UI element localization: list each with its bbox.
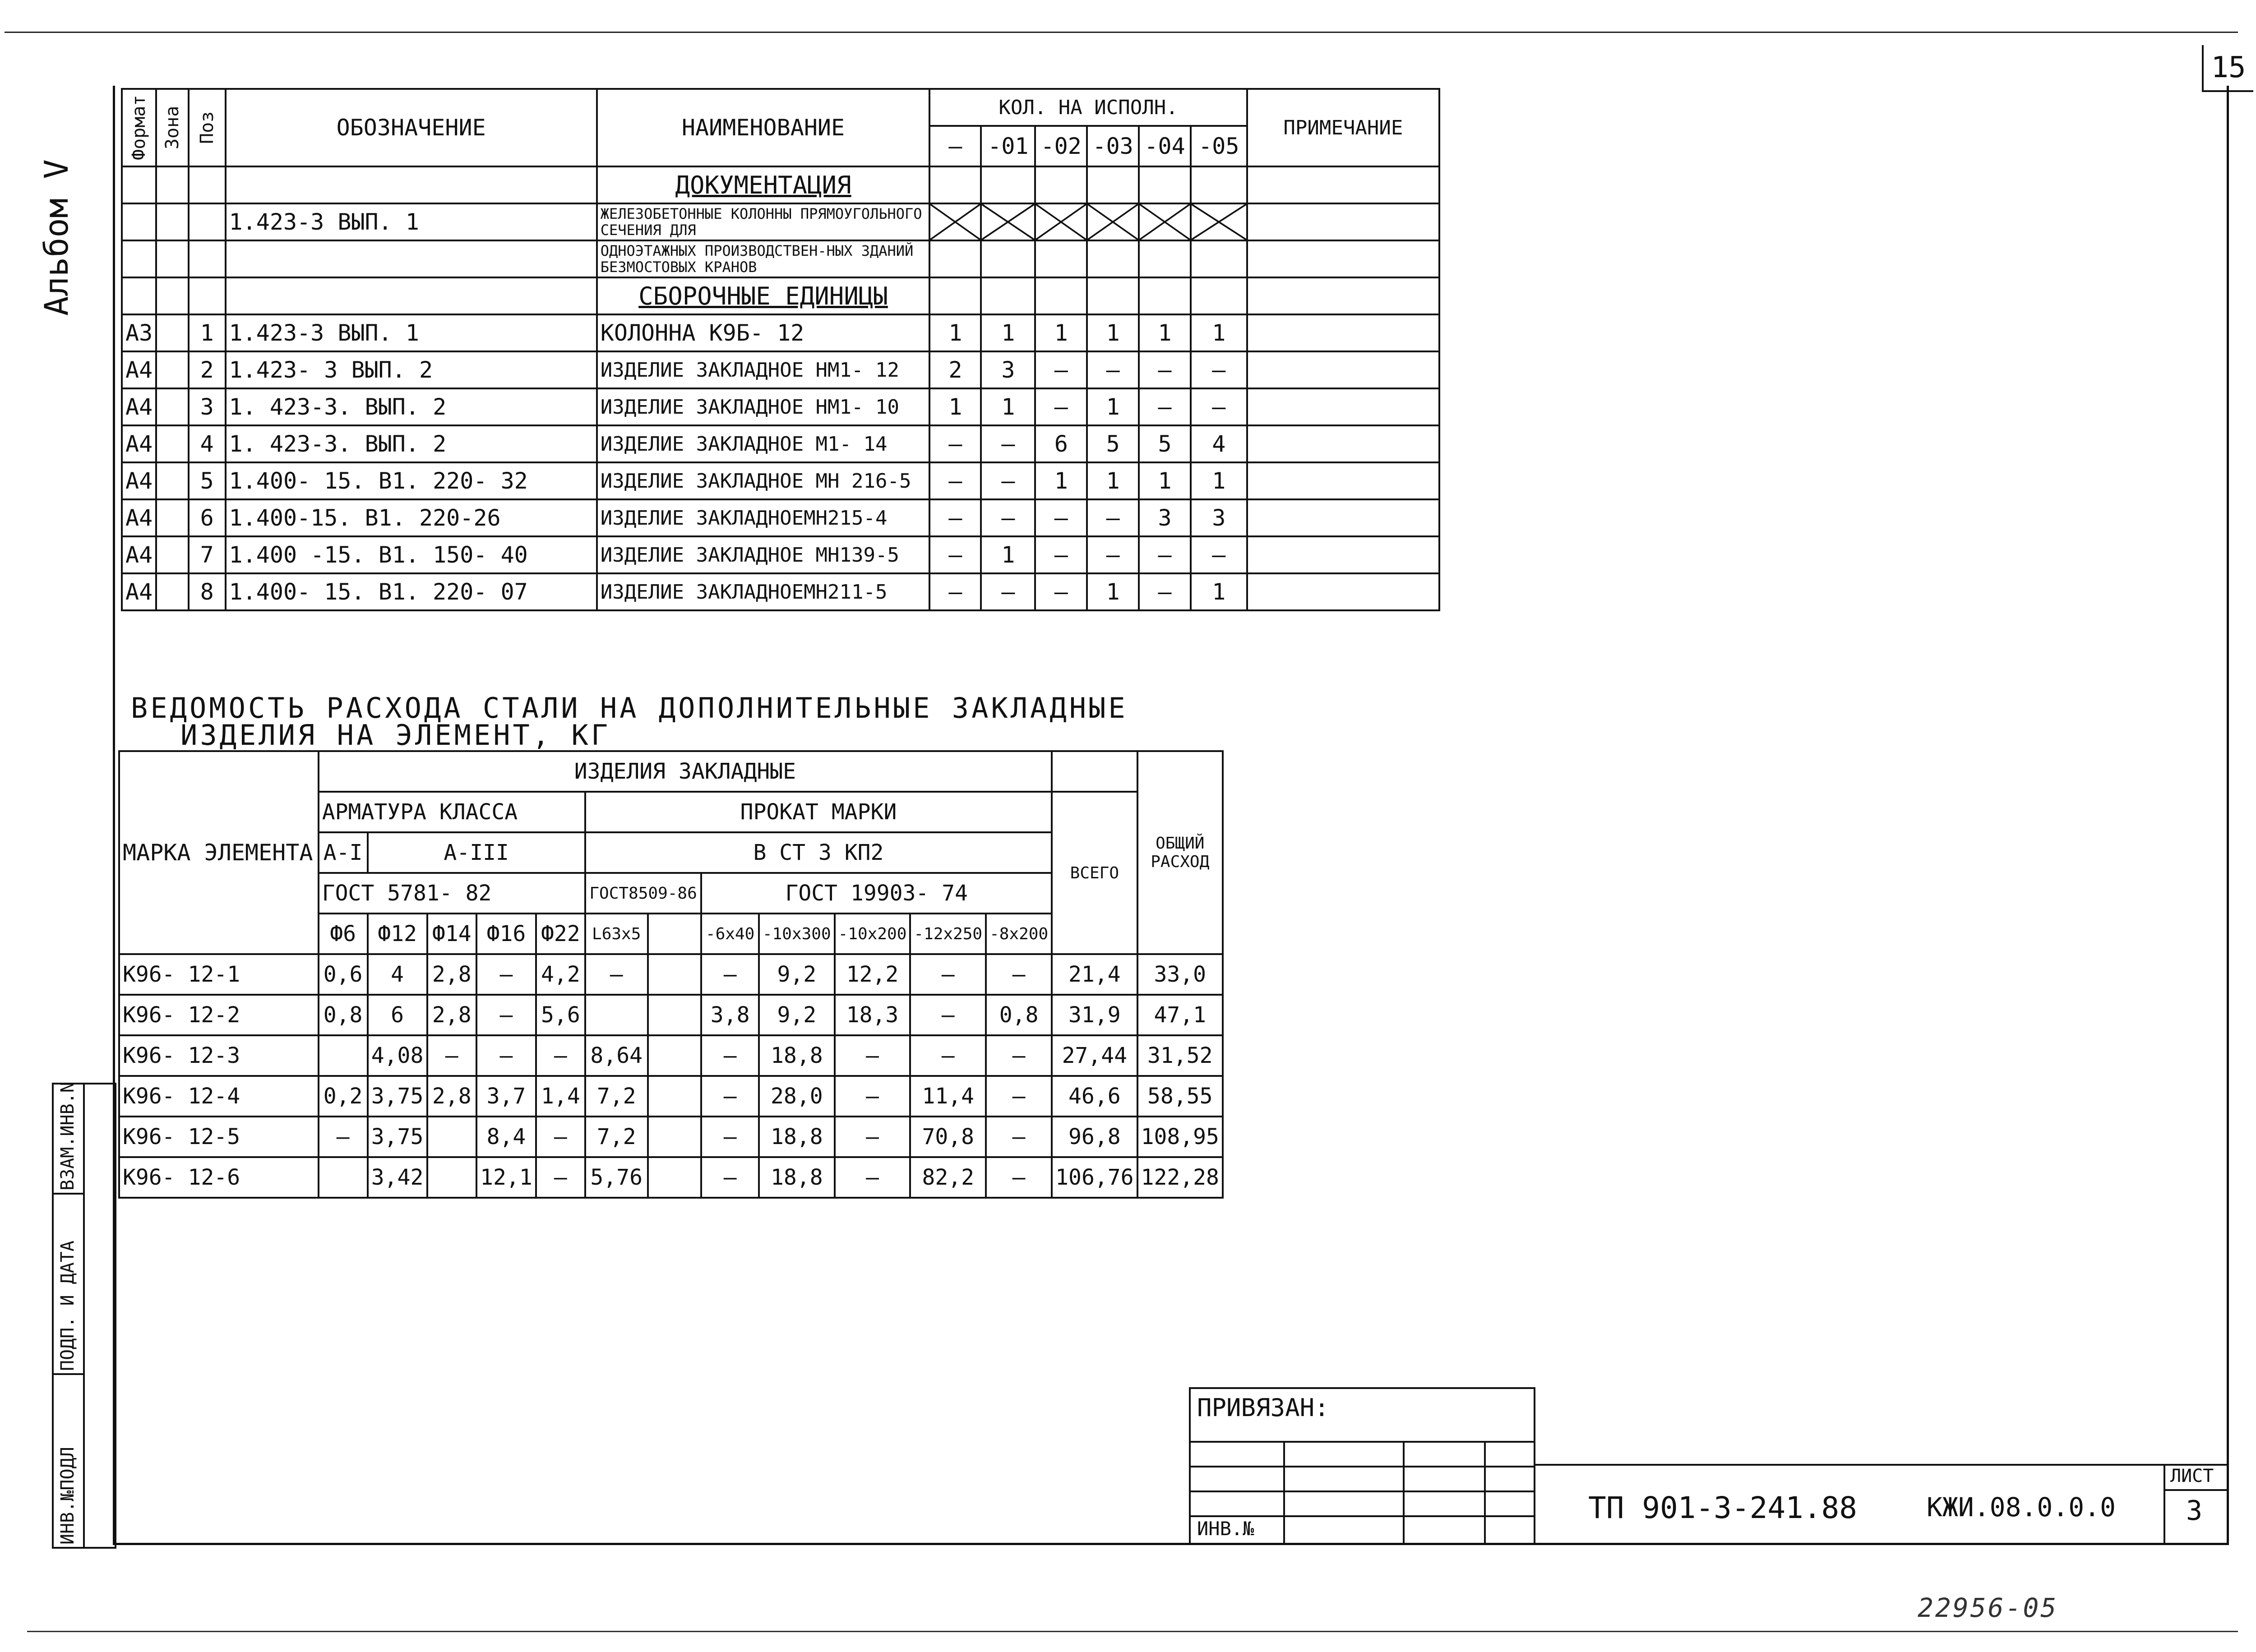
- row-qty: 1: [1139, 462, 1191, 499]
- row-total: 96,8: [1052, 1117, 1137, 1157]
- spec-row: [122, 351, 1439, 388]
- row-qty: –: [929, 499, 981, 536]
- row-value: 1,4: [536, 1076, 585, 1117]
- row-value: 2,8: [427, 995, 476, 1035]
- subheader-col: L63x5: [585, 914, 648, 954]
- header-products: ИЗДЕЛИЯ ЗАКЛАДНЫЕ: [319, 751, 1052, 792]
- row-value: [319, 1157, 368, 1198]
- row-value: –: [986, 1076, 1052, 1117]
- row-value: 4: [368, 954, 427, 995]
- spec-row: [122, 388, 1439, 425]
- row-total: 46,6: [1052, 1076, 1137, 1117]
- row-value: –: [585, 954, 648, 995]
- row-value: 3,7: [476, 1076, 536, 1117]
- na-cross: [929, 203, 981, 240]
- row-overall: 108,95: [1137, 1117, 1223, 1157]
- row-value: 9,2: [759, 954, 835, 995]
- sheet-number: 3: [2186, 1495, 2203, 1527]
- row-mark: К96- 12-3: [119, 1035, 319, 1076]
- replace-inv-label: ВЗАМ.ИНВ.N: [57, 1082, 78, 1191]
- row-value: –: [835, 1117, 911, 1157]
- subheader-col: -12x250: [910, 914, 986, 954]
- steel-sheet-title: [131, 692, 1128, 752]
- row-qty: –: [1087, 499, 1139, 536]
- spec-row: [122, 462, 1439, 499]
- row-overall: 33,0: [1137, 954, 1223, 995]
- row-qty: 1: [1087, 573, 1139, 610]
- row-value: –: [536, 1117, 585, 1157]
- row-pos: 3: [189, 388, 226, 425]
- row-value: –: [835, 1157, 911, 1198]
- row-value: –: [910, 954, 986, 995]
- row-value: 2,8: [427, 1076, 476, 1117]
- row-format: А4: [122, 388, 156, 425]
- header-qty-col: –: [929, 126, 981, 166]
- row-overall: 58,55: [1137, 1076, 1223, 1117]
- row-value: 7,2: [585, 1117, 648, 1157]
- row-value: 11,4: [910, 1076, 986, 1117]
- row-format: А3: [122, 314, 156, 351]
- row-value: –: [986, 1035, 1052, 1076]
- row-qty: 1: [1139, 314, 1191, 351]
- row-value: –: [701, 1076, 759, 1117]
- row-value: –: [910, 1035, 986, 1076]
- header-name: НАИМЕНОВАНИЕ: [597, 89, 930, 166]
- row-qty: 3: [981, 351, 1035, 388]
- row-mark: К96- 12-2: [119, 995, 319, 1035]
- subheader-col: Ф12: [368, 914, 427, 954]
- doc-designation: 1.423-3 ВЫП. 1: [226, 203, 597, 240]
- row-value: –: [701, 1117, 759, 1157]
- row-value: 4,2: [536, 954, 585, 995]
- doc-code: ТП 901-3-241.88: [1588, 1490, 1858, 1525]
- subheader-col: Ф6: [319, 914, 368, 954]
- row-value: –: [536, 1157, 585, 1198]
- row-qty: 1: [1191, 314, 1247, 351]
- row-overall: 31,52: [1137, 1035, 1223, 1076]
- header-gost-19903: ГОСТ 19903- 74: [701, 873, 1052, 914]
- row-qty: 1: [929, 314, 981, 351]
- row-qty: –: [1139, 536, 1191, 573]
- row-format: А4: [122, 462, 156, 499]
- header-pos: Поз: [189, 89, 226, 166]
- row-value: [585, 995, 648, 1035]
- row-value: [648, 1117, 702, 1157]
- na-cross: [981, 203, 1035, 240]
- row-value: [648, 1157, 702, 1198]
- header-overall: ОБЩИЙ РАСХОД: [1137, 751, 1223, 954]
- subheader-col: Ф14: [427, 914, 476, 954]
- header-aiii: А-III: [368, 832, 585, 873]
- row-pos: 8: [189, 573, 226, 610]
- row-value: –: [701, 1157, 759, 1198]
- row-format: А4: [122, 573, 156, 610]
- header-gost-8509: ГОСТ8509-86: [585, 873, 702, 914]
- row-value: 18,8: [759, 1157, 835, 1198]
- row-qty: –: [1087, 351, 1139, 388]
- header-qty-col: -05: [1191, 126, 1247, 166]
- na-cross: [1035, 203, 1087, 240]
- row-value: 9,2: [759, 995, 835, 1035]
- row-value: –: [476, 1035, 536, 1076]
- row-overall: 122,28: [1137, 1157, 1223, 1198]
- row-value: –: [701, 954, 759, 995]
- row-qty: –: [1139, 388, 1191, 425]
- row-qty: –: [1191, 536, 1247, 573]
- row-qty: –: [929, 536, 981, 573]
- row-value: –: [986, 954, 1052, 995]
- row-qty: –: [1191, 351, 1247, 388]
- row-value: 0,8: [986, 995, 1052, 1035]
- row-qty: –: [929, 462, 981, 499]
- row-value: 5,6: [536, 995, 585, 1035]
- row-qty: 1: [1035, 462, 1087, 499]
- steel-title-line2: ИЗДЕЛИЯ НА ЭЛЕМЕНТ, КГ: [180, 719, 611, 752]
- row-overall: 47,1: [1137, 995, 1223, 1035]
- row-pos: 6: [189, 499, 226, 536]
- na-cross: [1139, 203, 1191, 240]
- row-value: [427, 1157, 476, 1198]
- row-format: А4: [122, 536, 156, 573]
- title-block: [1189, 1387, 2227, 1543]
- na-cross: [1087, 203, 1139, 240]
- spec-row: [122, 499, 1439, 536]
- row-qty: –: [981, 573, 1035, 610]
- row-name: ИЗДЕЛИЕ ЗАКЛАДНОЕ МН139-5: [597, 536, 930, 573]
- steel-row: [119, 1076, 1223, 1117]
- row-qty: 3: [1191, 499, 1247, 536]
- side-stamp: [52, 1083, 116, 1549]
- row-value: 0,2: [319, 1076, 368, 1117]
- row-value: 18,8: [759, 1117, 835, 1157]
- row-qty: 3: [1139, 499, 1191, 536]
- header-qty-group: КОЛ. НА ИСПОЛН.: [929, 89, 1247, 126]
- row-value: 0,8: [319, 995, 368, 1035]
- row-name: КОЛОННА К9Б- 12: [597, 314, 930, 351]
- row-value: –: [427, 1035, 476, 1076]
- header-rolled: ПРОКАТ МАРКИ: [585, 792, 1052, 832]
- row-mark: К96- 12-6: [119, 1157, 319, 1198]
- spec-row: [122, 425, 1439, 462]
- spec-row: [122, 314, 1439, 351]
- spec-row: [122, 573, 1439, 610]
- row-name: ИЗДЕЛИЕ ЗАКЛАДНОЕ НМ1- 10: [597, 388, 930, 425]
- row-value: –: [910, 995, 986, 1035]
- subheader-col: [648, 914, 702, 954]
- archive-number: 22956-05: [1918, 1592, 2058, 1623]
- header-rebar: АРМАТУРА КЛАССА: [319, 792, 585, 832]
- row-name: ИЗДЕЛИЕ ЗАКЛАДНОЕ М1- 14: [597, 425, 930, 462]
- header-ai: А-I: [319, 832, 368, 873]
- sheet-label: ЛИСТ: [2170, 1466, 2214, 1486]
- steel-title-line1: ВЕДОМОСТЬ РАСХОДА СТАЛИ НА ДОПОЛНИТЕЛЬНЫЕ ЗАКЛАДНЫЕ: [131, 692, 1128, 724]
- top-border-line: [5, 32, 2238, 33]
- row-mark: К96- 12-4: [119, 1076, 319, 1117]
- row-value: 4,08: [368, 1035, 427, 1076]
- row-qty: 1: [981, 388, 1035, 425]
- steel-row: [119, 954, 1223, 995]
- row-value: –: [986, 1157, 1052, 1198]
- row-value: 5,76: [585, 1157, 648, 1198]
- row-value: 3,75: [368, 1076, 427, 1117]
- row-designation: 1. 423-3. ВЫП. 2: [226, 388, 597, 425]
- row-pos: 5: [189, 462, 226, 499]
- row-designation: 1.400- 15. В1. 220- 07: [226, 573, 597, 610]
- row-format: А4: [122, 425, 156, 462]
- row-qty: –: [1035, 351, 1087, 388]
- row-name: ИЗДЕЛИЕ ЗАКЛАДНОЕ МН 216-5: [597, 462, 930, 499]
- row-name: ИЗДЕЛИЕ ЗАКЛАДНОЕМН211-5: [597, 573, 930, 610]
- doc-mark: КЖИ.08.0.0.0: [1927, 1492, 2116, 1523]
- subheader-col: -6x40: [701, 914, 759, 954]
- row-pos: 1: [189, 314, 226, 351]
- row-value: 12,1: [476, 1157, 536, 1198]
- subheader-col: -10x200: [835, 914, 911, 954]
- steel-row: [119, 1157, 1223, 1198]
- row-value: 18,8: [759, 1035, 835, 1076]
- header-gost-5781: ГОСТ 5781- 82: [319, 873, 585, 914]
- row-value: 2,8: [427, 954, 476, 995]
- steel-consumption-table: [118, 750, 1224, 1199]
- row-value: [648, 995, 702, 1035]
- row-value: 3,8: [701, 995, 759, 1035]
- header-format: Формат: [122, 89, 156, 166]
- row-designation: 1.423-3 ВЫП. 1: [226, 314, 597, 351]
- row-value: 8,64: [585, 1035, 648, 1076]
- row-value: 28,0: [759, 1076, 835, 1117]
- row-value: 3,75: [368, 1117, 427, 1157]
- header-steel-grade: В СТ 3 КП2: [585, 832, 1052, 873]
- row-qty: 2: [929, 351, 981, 388]
- row-value: 0,6: [319, 954, 368, 995]
- row-value: –: [476, 954, 536, 995]
- row-pos: 4: [189, 425, 226, 462]
- bottom-border-line: [27, 1631, 2238, 1632]
- row-qty: 5: [1087, 425, 1139, 462]
- subheader-col: Ф22: [536, 914, 585, 954]
- row-value: –: [536, 1035, 585, 1076]
- row-qty: –: [929, 573, 981, 610]
- row-qty: –: [981, 499, 1035, 536]
- row-qty: –: [1035, 573, 1087, 610]
- row-value: –: [476, 995, 536, 1035]
- row-value: 8,4: [476, 1117, 536, 1157]
- row-total: 21,4: [1052, 954, 1137, 995]
- row-total: 27,44: [1052, 1035, 1137, 1076]
- row-qty: –: [1035, 388, 1087, 425]
- row-designation: 1.400-15. В1. 220-26: [226, 499, 597, 536]
- row-value: [648, 1035, 702, 1076]
- row-qty: 1: [1087, 314, 1139, 351]
- row-value: [427, 1117, 476, 1157]
- row-qty: 1: [1087, 462, 1139, 499]
- row-designation: 1.423- 3 ВЫП. 2: [226, 351, 597, 388]
- row-qty: –: [1035, 499, 1087, 536]
- row-value: [648, 1076, 702, 1117]
- sign-date-label: ПОДП. И ДАТА: [57, 1241, 78, 1371]
- section-assemblies: СБОРОЧНЫЕ ЕДИНИЦЫ: [597, 277, 930, 314]
- row-qty: 1: [1087, 388, 1139, 425]
- subheader-col: -8x200: [986, 914, 1052, 954]
- row-designation: 1.400 -15. В1. 150- 40: [226, 536, 597, 573]
- row-value: –: [835, 1076, 911, 1117]
- specification-table: [121, 88, 1440, 611]
- row-name: ИЗДЕЛИЕ ЗАКЛАДНОЕ НМ1- 12: [597, 351, 930, 388]
- row-total: 31,9: [1052, 995, 1137, 1035]
- header-qty-col: -01: [981, 126, 1035, 166]
- row-mark: К96- 12-5: [119, 1117, 319, 1157]
- row-qty: 4: [1191, 425, 1247, 462]
- doc-name-line1: ЖЕЛЕЗОБЕТОННЫЕ КОЛОННЫ ПРЯМОУГОЛЬНОГО СЕЧЕНИЯ ДЛЯ: [597, 203, 930, 240]
- row-designation: 1.400- 15. В1. 220- 32: [226, 462, 597, 499]
- spec-row: [122, 536, 1439, 573]
- doc-name-line2: ОДНОЭТАЖНЫХ ПРОИЗВОДСТВЕН-НЫХ ЗДАНИЙ БЕЗМОСТОВЫХ КРАНОВ: [597, 240, 930, 277]
- row-qty: –: [929, 425, 981, 462]
- row-value: –: [986, 1117, 1052, 1157]
- inv-no-label: ИНВ.№ПОДЛ: [57, 1447, 78, 1545]
- row-qty: –: [1035, 536, 1087, 573]
- row-value: 18,3: [835, 995, 911, 1035]
- row-qty: –: [981, 425, 1035, 462]
- row-qty: 1: [1035, 314, 1087, 351]
- row-qty: –: [1191, 388, 1247, 425]
- row-qty: –: [1087, 536, 1139, 573]
- row-value: 6: [368, 995, 427, 1035]
- row-qty: 1: [1191, 573, 1247, 610]
- row-qty: 1: [981, 536, 1035, 573]
- page-number: 15: [2202, 45, 2253, 92]
- steel-row: [119, 1035, 1223, 1076]
- row-format: А4: [122, 499, 156, 536]
- row-qty: 1: [981, 314, 1035, 351]
- subheader-col: -10x300: [759, 914, 835, 954]
- row-value: –: [319, 1117, 368, 1157]
- row-qty: –: [1139, 573, 1191, 610]
- steel-row: [119, 995, 1223, 1035]
- header-qty-col: -02: [1035, 126, 1087, 166]
- row-qty: –: [1139, 351, 1191, 388]
- row-pos: 7: [189, 536, 226, 573]
- steel-row: [119, 1117, 1223, 1157]
- row-total: 106,76: [1052, 1157, 1137, 1198]
- subheader-col: Ф16: [476, 914, 536, 954]
- row-value: 82,2: [910, 1157, 986, 1198]
- row-qty: 5: [1139, 425, 1191, 462]
- header-designation: ОБОЗНАЧЕНИЕ: [226, 89, 597, 166]
- header-note: ПРИМЕЧАНИЕ: [1247, 89, 1439, 166]
- bound-block: [1189, 1387, 1535, 1545]
- row-value: 3,42: [368, 1157, 427, 1198]
- row-qty: 1: [1191, 462, 1247, 499]
- row-qty: –: [981, 462, 1035, 499]
- row-value: 7,2: [585, 1076, 648, 1117]
- bound-label: ПРИВЯЗАН:: [1197, 1394, 1329, 1422]
- section-documentation: ДОКУМЕНТАЦИЯ: [597, 166, 930, 203]
- album-label: Альбом V: [37, 159, 75, 316]
- row-format: А4: [122, 351, 156, 388]
- row-value: 70,8: [910, 1117, 986, 1157]
- row-qty: 6: [1035, 425, 1087, 462]
- row-value: –: [835, 1035, 911, 1076]
- inv-label: ИНВ.№: [1197, 1518, 1254, 1540]
- row-mark: К96- 12-1: [119, 954, 319, 995]
- na-cross: [1191, 203, 1247, 240]
- row-pos: 2: [189, 351, 226, 388]
- row-value: [319, 1035, 368, 1076]
- header-mark: МАРКА ЭЛЕМЕНТА: [119, 751, 319, 954]
- row-value: [648, 954, 702, 995]
- header-qty-col: -04: [1139, 126, 1191, 166]
- row-qty: 1: [929, 388, 981, 425]
- header-zone: Зона: [156, 89, 189, 166]
- row-value: –: [701, 1035, 759, 1076]
- row-designation: 1. 423-3. ВЫП. 2: [226, 425, 597, 462]
- stamp-main: [1534, 1464, 2227, 1545]
- row-value: 12,2: [835, 954, 911, 995]
- header-total: ВСЕГО: [1052, 792, 1137, 954]
- header-qty-col: -03: [1087, 126, 1139, 166]
- row-name: ИЗДЕЛИЕ ЗАКЛАДНОЕМН215-4: [597, 499, 930, 536]
